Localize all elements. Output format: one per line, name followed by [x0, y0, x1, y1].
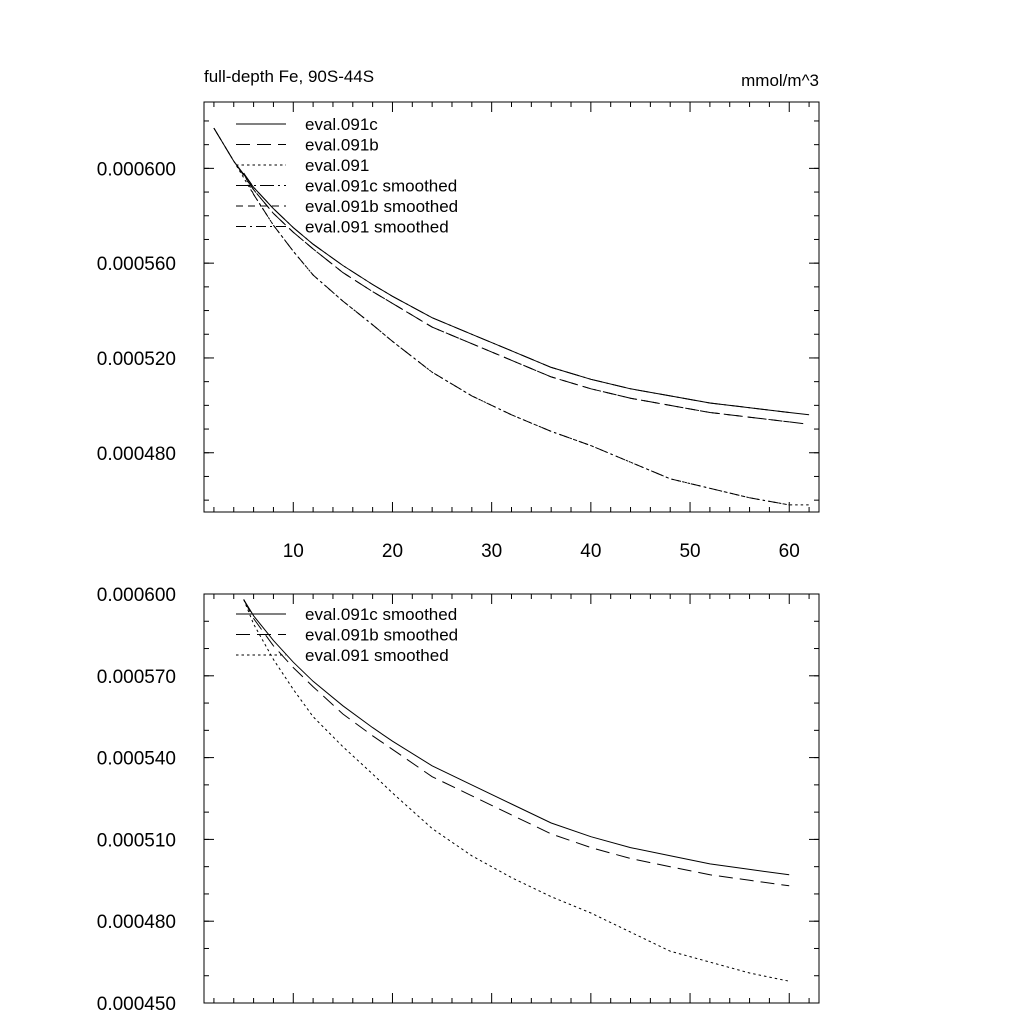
x-tick-label: 10	[282, 541, 304, 562]
legend-label: eval.091c smoothed	[305, 176, 458, 196]
y-tick-label: 0.000560	[96, 254, 176, 276]
y-tick-label: 0.000520	[96, 348, 176, 370]
legend-label: eval.091b	[305, 135, 379, 155]
x-tick-label: 20	[381, 541, 404, 562]
y-tick-label: 0.000510	[96, 830, 176, 852]
y-tick-label: 0.000450	[96, 994, 176, 1015]
legend-label: eval.091	[305, 156, 370, 175]
x-tick-label: 30	[481, 541, 503, 562]
y-tick-label: 0.000480	[96, 912, 176, 934]
units-label: mmol/m^3	[741, 71, 819, 90]
x-tick-label: 60	[778, 541, 800, 562]
chart-title: full-depth Fe, 90S-44S	[204, 67, 375, 86]
legend-label: eval.091c smoothed	[305, 605, 458, 624]
x-tick-label: 50	[679, 541, 701, 562]
y-tick-label: 0.000540	[96, 748, 176, 770]
legend-label: eval.091 smoothed	[305, 217, 449, 237]
legend-label: eval.091b smoothed	[305, 625, 459, 645]
legend-label: eval.091 smoothed	[305, 646, 449, 665]
legend-label: eval.091c	[305, 115, 378, 134]
legend-label: eval.091b smoothed	[305, 197, 459, 216]
y-tick-label: 0.000600	[96, 585, 176, 606]
x-tick-label: 40	[580, 541, 602, 562]
y-tick-label: 0.000570	[96, 666, 176, 688]
y-tick-label: 0.000600	[96, 159, 176, 181]
y-tick-label: 0.000480	[96, 443, 176, 465]
